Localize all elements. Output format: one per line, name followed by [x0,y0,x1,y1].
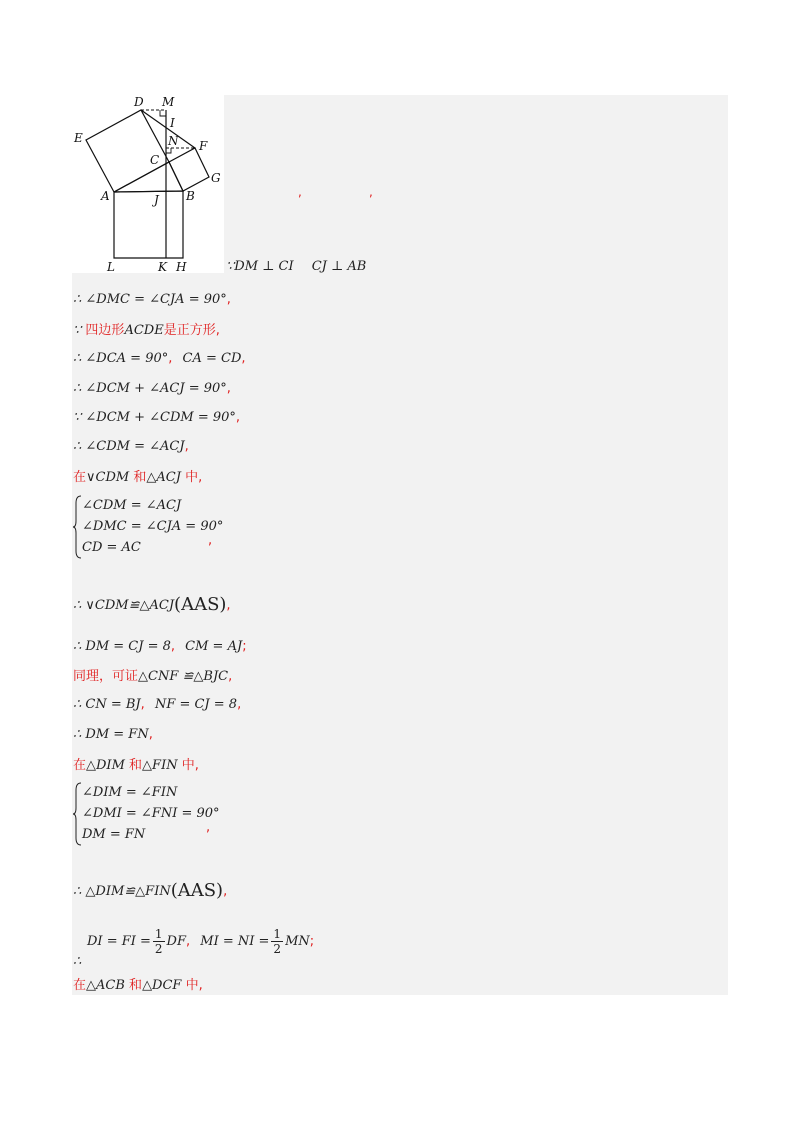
square-abhl [114,191,183,258]
geometry-figure [72,95,224,273]
label-H: H [176,260,187,273]
line-13: ∴ DM = FN, [73,727,153,742]
right-angle-m [160,110,166,116]
line-15: ∴ △DIM≌△FIN(AAS), [73,880,228,901]
line-2: ∴ ∠DMC = ∠CJA = 90°, [73,292,231,307]
right-angle-n [166,148,171,153]
square-acde [86,110,169,192]
geometry-diagram [72,95,224,273]
stray-comma-2: , [369,185,373,199]
equation-system-1: ∠CDM = ∠ACJ ∠DMC = ∠CJA = 90° CD = AC [73,495,273,561]
line-9: ∴ ∨CDM≌△ACJ(AAS), [73,594,231,615]
label-K: K [158,260,167,273]
line-4: ∴ ∠DCA = 90°, CA = CD, [73,351,246,366]
line-7: ∴ ∠CDM = ∠ACJ, [73,439,189,454]
label-D: D [134,95,144,109]
sys2-comma: , [206,820,211,835]
label-E: E [74,131,83,145]
label-F: F [199,139,208,153]
line-12: ∴ CN = BJ, NF = CJ = 8, [73,697,242,712]
line-3: ∵ 四边形ACDE是正方形, [73,323,220,338]
square-cbgf [169,148,209,191]
line-6: ∵ ∠DCM + ∠CDM = 90°, [73,410,241,425]
triangle-abc [114,162,183,192]
label-B: B [186,189,195,203]
label-J: J [154,193,159,207]
label-A: A [101,189,110,203]
label-I: I [170,116,175,130]
line-17: 在△ACB 和△DCF 中, [73,978,203,993]
label-G: G [211,171,221,185]
equation-system-2: ∠DIM = ∠FIN ∠DMI = ∠FNI = 90° DM = FN [73,782,273,848]
line-8: 在∨CDM 和△ACJ 中, [73,470,203,485]
line-14: 在△DIM 和△FIN 中, [73,758,199,773]
label-N: N [168,134,179,148]
line-5: ∴ ∠DCM + ∠ACJ = 90°, [73,381,231,396]
sys1-comma: , [208,533,213,548]
line-10: ∴ DM = CJ = 8, CM = AJ; [73,639,247,654]
label-C: C [150,153,160,167]
label-M: M [162,95,175,109]
stray-comma-1: , [298,185,302,199]
label-L: L [107,260,115,273]
line-perpendicular: ∵DM ⊥ CI CJ ⊥ AB [226,259,367,274]
line-11: 同理，可证△CNF ≌△BJC, [73,669,233,684]
